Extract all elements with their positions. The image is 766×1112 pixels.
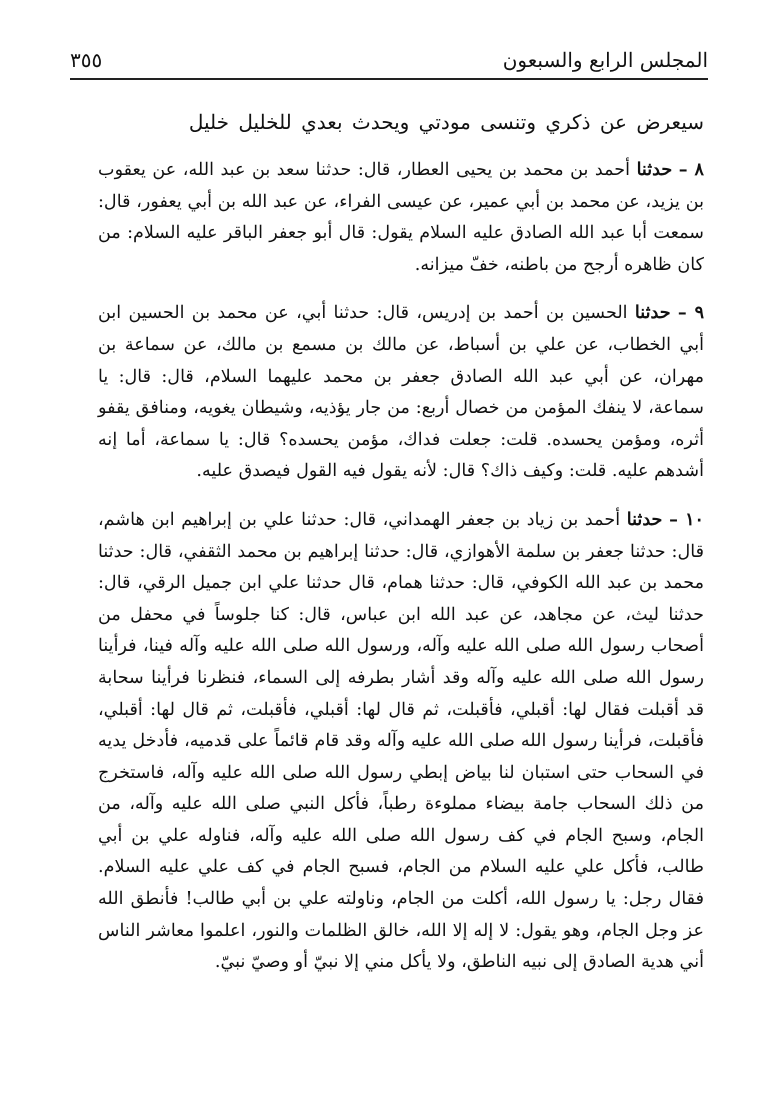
hadith-lead-word: حدثنا bbox=[636, 159, 673, 180]
hadith-text: الحسين بن أحمد بن إدريس، قال: حدثنا أبي، عن محمد بن الحسين ابن أبي الخطاب، عن علي بن أسباط، عن مالك بن مسمع بن مالك، عن سماعة بن مهران، عن أبي عبد الله الصادق جعفر بن محمد عليهما السلام، قال: قال: يا سماعة، لا ينفك المؤمن من خصال أربع: من جار يؤذيه، وشيطان يغويه، ومنافق يقفو أثره، ومؤمن يحسده. قلت: جعلت فداك، مؤمن يحسده؟ قال: يا سماعة، أما إنه أشدهم عليه. قلت: وكيف ذاك؟ قال: لأنه يقول فيه القول فيصدق عليه. bbox=[98, 303, 704, 482]
hadith-text: أحمد بن زياد بن جعفر الهمداني، قال: حدثنا علي بن إبراهيم ابن هاشم، قال: حدثنا جعفر بن سلمة الأهوازي، قال: حدثنا إبراهيم بن محمد الثقفي، قال: حدثنا محمد بن عبد الله الكوفي، قال: حدثنا همام، قال حدثنا علي ابن جميل الرقي، قال: حدثنا ليث، عن مجاهد، عن عبد الله ابن عباس، قال: كنا جلوساً في محفل من أصحاب رسول الله صلى الله عليه وآله، ورسول الله صلى الله عليه وآله فينا، فرأينا رسول الله صلى الله عليه وآله وقد أشار بطرفه إلى السماء، فنظرنا فرأينا سحابة قد أقبلت فقال لها: أقبلي، فأقبلت، ثم قال لها: أقبلي، فأقبلت، ثم قال لها: أقبلي، فأقبلت، فرأينا رسول الله صلى الله عليه وآله وقد قام قائماً على قدميه، فأدخل يديه في السحاب حتى استبان لنا بياض إبطي رسول الله صلى الله عليه وآله، فاستخرج من ذلك السحاب جامة بيضاء مملوءة رطباً، فأكل النبي صلى الله عليه وآله، من الجام، وسبح الجام في كف رسول الله صلى الله عليه وآله، فناوله علي بن أبي طالب، فأكل علي عليه السلام من الجام، فسبح الجام في كف علي عليه السلام. فقال رجل: يا رسول الله، أكلت من الجام، وناولته علي بن أبي طالب! فأنطق الله عز وجل الجام، وهو يقول: لا إله إلا الله، خالق الظلمات والنور، اعلموا معاشر الناس أني هدية الصادق إلى نبيه الناطق، ولا يأكل مني إلا نبيّ أو وصيّ نبيّ. bbox=[98, 509, 704, 973]
hadith-lead-word: حدثنا bbox=[634, 302, 671, 324]
hadith-paragraph-9 bbox=[98, 297, 704, 488]
hadith-number: ١٠ – bbox=[669, 508, 704, 530]
hadith-lead-word: حدثنا bbox=[626, 508, 663, 530]
header-divider bbox=[70, 78, 708, 80]
running-title: المجلس الرابع والسبعون bbox=[502, 48, 708, 72]
hadith-number: ٨ – bbox=[678, 159, 704, 180]
hadith-paragraph-8 bbox=[98, 154, 704, 281]
page-header bbox=[70, 38, 708, 72]
hadith-text: أحمد بن محمد بن يحيى العطار، قال: حدثنا سعد بن عبد الله، عن يعقوب بن يزيد، عن محمد بن أبي عمير، عن عيسى الفراء، عن عبد الله بن أبي يعفور، قال: سمعت أبا عبد الله الصادق عليه السلام يقول: قال أبو جعفر الباقر عليه السلام: من كان ظاهره أرجح من باطنه، خفّ ميزانه. bbox=[98, 160, 704, 275]
poetry-verse: سيعرض عن ذكري وتنسى مودتي ويحدث بعدي للخليل خليل bbox=[188, 110, 704, 134]
hadith-number: ٩ – bbox=[677, 302, 705, 324]
hadith-paragraph-10 bbox=[98, 504, 704, 979]
page-body bbox=[98, 104, 704, 995]
page-number: ٣٥٥ bbox=[70, 48, 103, 72]
